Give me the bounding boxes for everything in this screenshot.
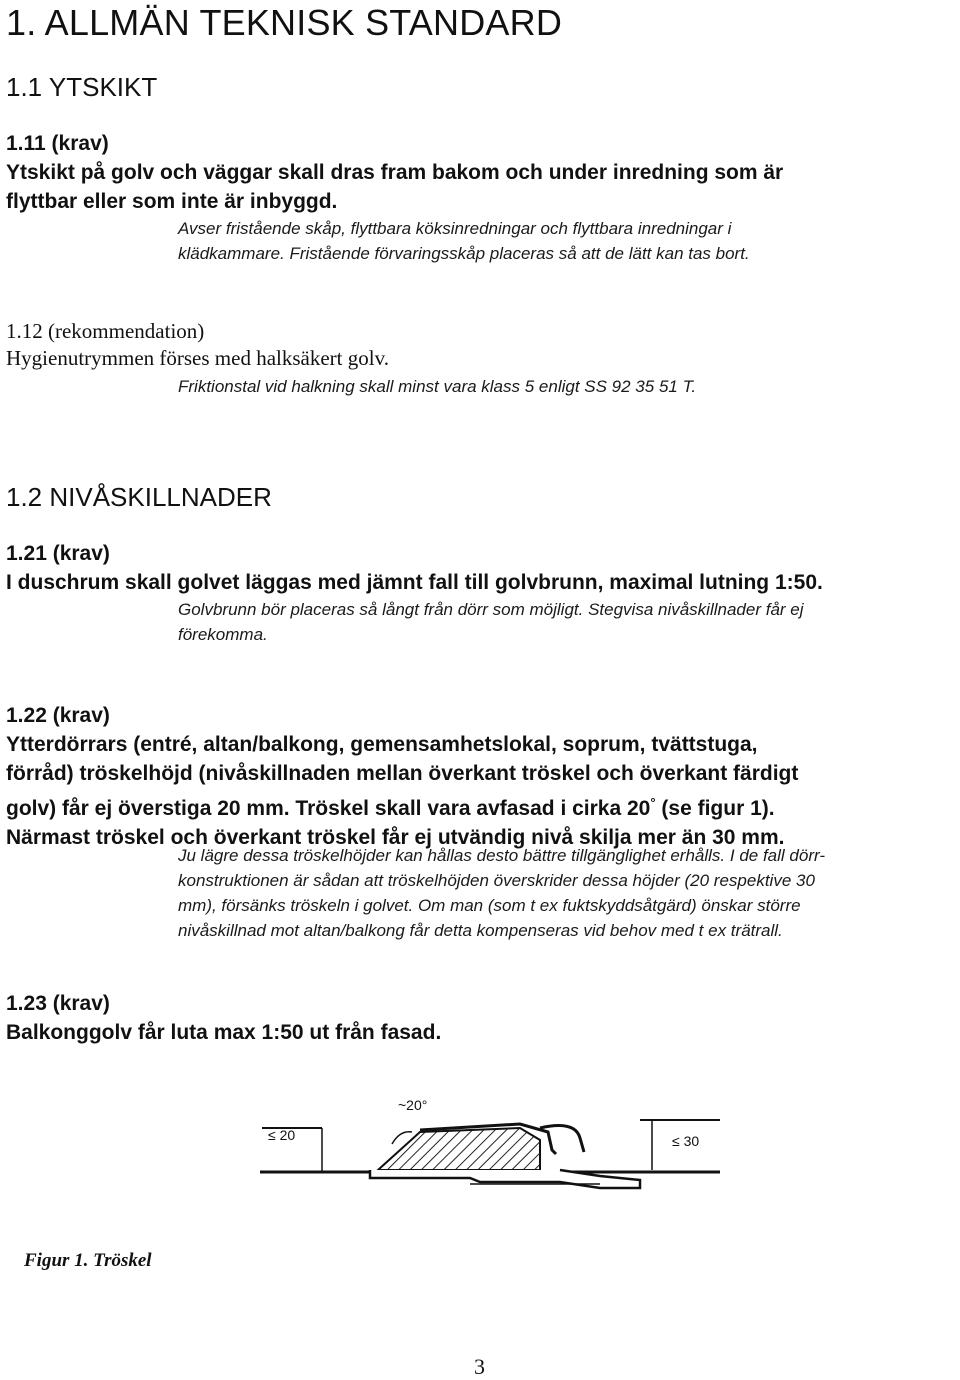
threshold-seal <box>540 1126 584 1152</box>
requirement-label: 1.22 (krav) <box>6 704 110 727</box>
note-line: Avser fristående skåp, flyttbara köksinredningar och flyttbara inredningar i <box>178 219 732 238</box>
note-line: Golvbrunn bör placeras så långt från dörr som möjligt. Stegvisa nivåskillnader får ej <box>178 600 804 619</box>
note-1-11 <box>178 216 750 266</box>
requirement-label: 1.21 (krav) <box>6 542 110 565</box>
note-line: klädkammare. Fristående förvaringsskåp placeras så att de lätt kan tas bort. <box>178 244 750 263</box>
dimension-label-left: ≤ 20 <box>268 1127 296 1143</box>
requirement-1-21 <box>6 539 823 597</box>
note-line: mm), försänks tröskeln i golvet. Om man (som t ex fuktskyddsåtgärd) önskar större <box>178 896 801 915</box>
requirement-text-line: Ytterdörrars (entré, altan/balkong, gemensamhetslokal, soprum, tvättstuga, <box>6 733 758 756</box>
requirement-text-line <box>6 788 798 823</box>
recommendation-text: Hygienutrymmen förses med halksäkert golv. <box>6 346 389 370</box>
requirement-text-segment: (se figur 1). <box>655 797 775 820</box>
requirement-1-11 <box>6 129 783 216</box>
note-1-22 <box>178 843 825 943</box>
requirement-text-line: flyttbar eller som inte är inbyggd. <box>6 190 338 213</box>
recommendation-label: 1.12 (rekommendation) <box>6 319 205 343</box>
note-1-21 <box>178 597 804 647</box>
requirement-1-22 <box>6 701 798 852</box>
requirement-text-segment: golv) får ej överstiga 20 mm. Tröskel skall vara avfasad i cirka 20 <box>6 797 651 820</box>
note-line: nivåskillnad mot altan/balkong får detta kompenseras vid behov med t ex trätrall. <box>178 921 783 940</box>
note-line: Ju lägre dessa tröskelhöjder kan hållas desto bättre tillgänglighet erhålls. I de fall dörr- <box>178 846 825 865</box>
requirement-text-line: Närmast tröskel och överkant tröskel får ej utvändig nivå skilja mer än 30 mm. <box>6 826 785 849</box>
threshold-wood <box>378 1128 540 1170</box>
requirement-text-line: förråd) tröskelhöjd (nivåskillnaden mellan överkant tröskel och överkant färdigt <box>6 762 799 785</box>
section-title-1-2: 1.2 NIVÅSKILLNADER <box>6 482 272 512</box>
figure-caption: Figur 1. Tröskel <box>24 1250 152 1271</box>
page-title: 1. ALLMÄN TEKNISK STANDARD <box>6 2 563 43</box>
recommendation-1-12 <box>6 318 389 372</box>
section-title-1-1: 1.1 YTSKIKT <box>6 72 158 102</box>
angle-label: ~20° <box>398 1097 428 1113</box>
requirement-label: 1.23 (krav) <box>6 992 110 1015</box>
note-1-12: Friktionstal vid halkning skall minst vara klass 5 enligt SS 92 35 51 T. <box>178 377 697 396</box>
requirement-label: 1.11 (krav) <box>6 132 109 155</box>
requirement-text-line: Ytskikt på golv och väggar skall dras fram bakom och under inredning som är <box>6 161 784 184</box>
dimension-label-right: ≤ 30 <box>672 1133 700 1149</box>
requirement-text: I duschrum skall golvet läggas med jämnt fall till golvbrunn, maximal lutning 1:50. <box>6 571 823 594</box>
note-line: konstruktionen är sådan att tröskelhöjden överskrider dessa höjder (20 respektive 30 <box>178 871 815 890</box>
note-line: förekomma. <box>178 625 268 644</box>
requirement-1-23 <box>6 989 441 1047</box>
degree-symbol: ° <box>650 795 656 810</box>
requirement-text: Balkonggolv får luta max 1:50 ut från fasad. <box>6 1021 442 1044</box>
page-number: 3 <box>474 1354 485 1379</box>
threshold-figure <box>0 1070 960 1290</box>
